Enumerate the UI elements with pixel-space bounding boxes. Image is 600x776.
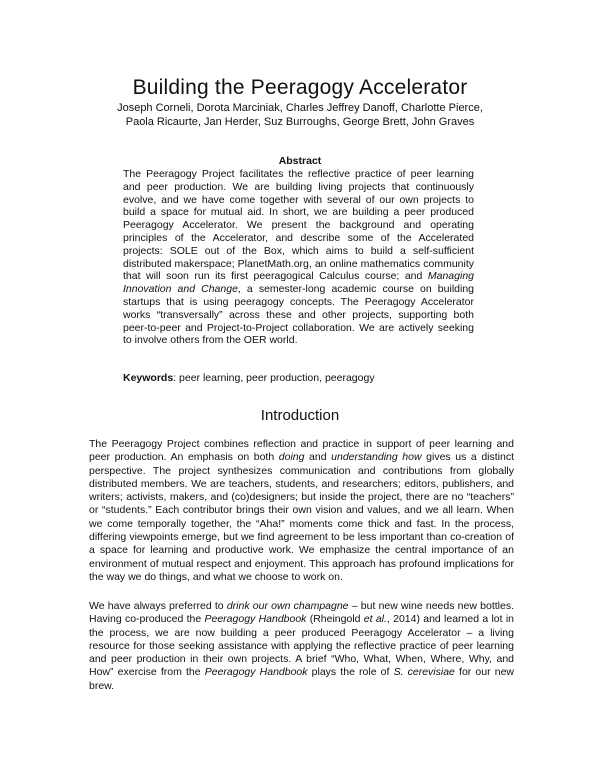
abstract-part-3: , a semester-long academic course on building startups that is using peeragogy concepts. The Peeragogy Accelerator works “transversally” across these and other projects, supporting both peer-to-peer and Project-to-Project collaboration. We are actively seeking to involve others from the OER world. — [123, 283, 474, 347]
p1-italic-2: understanding how — [331, 451, 422, 464]
section-heading-introduction: Introduction — [260, 407, 340, 424]
authors-line-2: Paola Ricaurte, Jan Herder, Suz Burroughs, George Brett, John Graves — [125, 116, 475, 128]
abstract-heading: Abstract — [278, 155, 322, 167]
p2-italic-3: et al. — [363, 613, 387, 626]
p2-italic-1: drink our own champagne — [226, 600, 349, 612]
p1-seg-1: The Peeragogy Project combines reflection and practice in support of peer learning and peer production. An emphasis on both — [89, 438, 514, 464]
keywords — [123, 372, 474, 385]
intro-paragraph-2 — [89, 600, 514, 693]
intro-paragraph-1 — [89, 438, 514, 584]
keywords-text: : peer learning, peer production, peeragogy — [173, 372, 375, 384]
p2-italic-4: Peeragogy Handbook — [204, 666, 308, 679]
p2-seg-4: , 2014) and learned a lot in the process, we are now building a peer produced Peeragogy Accelerator – a living resource for those seeking assistance with applying the reflective practice of peer learning and peer production in their own projects. A brief “Who, What, When, Where, Why, and How” exercise from the — [89, 613, 514, 679]
p2-seg-6: for our new brew. — [89, 666, 514, 692]
p2-italic-2: Peeragogy Handbook — [204, 613, 307, 626]
p1-seg-2: and — [304, 451, 332, 464]
p2-seg-3: (Rheingold — [306, 613, 364, 626]
keywords-label: Keywords — [123, 372, 174, 384]
abstract-text — [123, 168, 474, 347]
abstract-part-1: The Peeragogy Project facilitates the reflective practice of peer learning and peer production. We are building living projects that continuously evolve, and we have come together with several of our own projects to build a space for mutual aid. In short, we are building a peer produced Peeragogy Accelerator. We present the background and operating principles of the Accelerator, and describe some of the Accelerated projects: SOLE out of the Box, which aims to build a self-sufficient distributed makerspace; PlanetMath.org, an online mathematics community that will soon run its first peeragogical Calculus course; and — [123, 168, 474, 283]
p1-seg-3: gives us a distinct perspective. The project synthesizes communication and contributions from globally distributed members. We are teachers, students, and researchers; editors, publishers, and writers; activists, makers, and (co)designers; but inside the project, there are no “teachers” or “students.” Each contributor brings their own vision and values, and we all learn. When we come temporally together, the “Aha!” moments come thick and fast. In the process, differing viewpoints emerge, but we find agreement to be less important than co-creation of a space for learning and productive work. We emphasize the central importance of an environment of mutual respect and enjoyment. This approach has profound implications for the way we do things, and what we choose to work on. — [89, 451, 515, 583]
authors-line-1: Joseph Corneli, Dorota Marciniak, Charles Jeffrey Danoff, Charlotte Pierce, — [117, 102, 483, 114]
p2-seg-5: plays the role of — [307, 666, 394, 679]
p2-seg-1: We have always preferred to — [89, 600, 227, 612]
paper-title: Building the Peeragogy Accelerator — [132, 76, 468, 99]
author-list — [60, 101, 540, 129]
p2-italic-5: S. cerevisiae — [393, 666, 455, 679]
p1-italic-1: doing — [278, 451, 305, 464]
p2-seg-2: – but new wine needs new bottles. Having co-produced the — [89, 600, 515, 626]
abstract-course-title: Managing Innovation and Change — [123, 270, 474, 296]
